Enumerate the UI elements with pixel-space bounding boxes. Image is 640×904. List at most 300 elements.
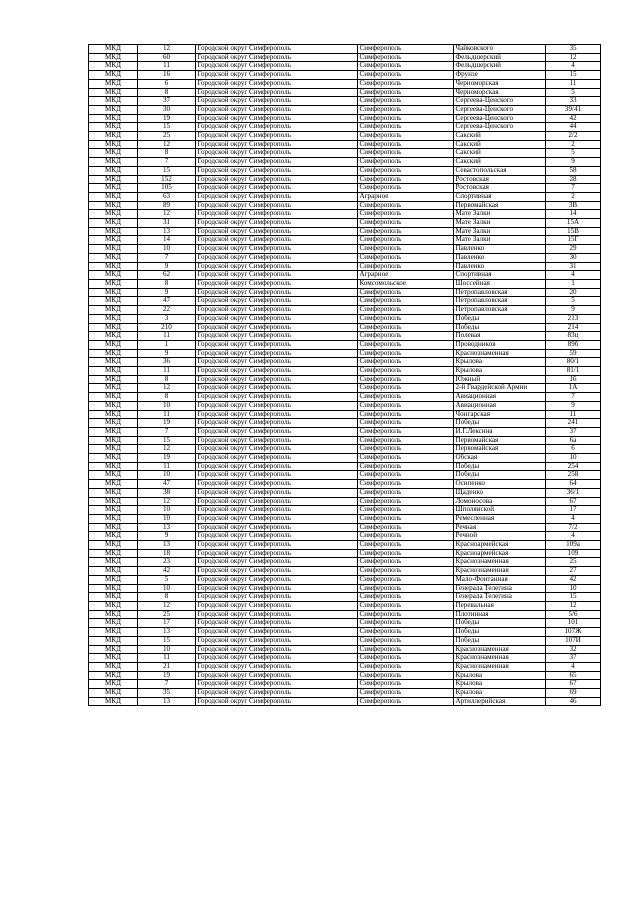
table-row xyxy=(89,314,601,323)
table-row xyxy=(89,149,601,158)
table-row xyxy=(89,332,601,341)
settlement-cell: Симферополь xyxy=(358,114,454,123)
count-cell: 13 xyxy=(138,523,196,532)
house-number-cell: 17 xyxy=(546,506,601,515)
count-cell: 15 xyxy=(138,636,196,645)
district-cell: Городской округ Симферополь xyxy=(196,462,358,471)
table-row xyxy=(89,323,601,332)
count-cell: 60 xyxy=(138,53,196,62)
district-cell: Городской округ Симферополь xyxy=(196,279,358,288)
type-cell: МКД xyxy=(89,253,138,262)
type-cell: МКД xyxy=(89,401,138,410)
count-cell: 12 xyxy=(138,384,196,393)
settlement-cell: Аграрное xyxy=(358,271,454,280)
count-cell: 15 xyxy=(138,123,196,132)
street-cell: Авиационная xyxy=(454,401,546,410)
house-number-cell: 15 xyxy=(546,593,601,602)
settlement-cell: Симферополь xyxy=(358,410,454,419)
type-cell: МКД xyxy=(89,297,138,306)
type-cell: МКД xyxy=(89,671,138,680)
count-cell: 11 xyxy=(138,367,196,376)
count-cell: 7 xyxy=(138,680,196,689)
type-cell: МКД xyxy=(89,71,138,80)
street-cell: Победы xyxy=(454,628,546,637)
table-row xyxy=(89,132,601,141)
settlement-cell: Симферополь xyxy=(358,227,454,236)
type-cell: МКД xyxy=(89,53,138,62)
house-number-cell: 16 xyxy=(546,375,601,384)
type-cell: МКД xyxy=(89,375,138,384)
settlement-cell: Симферополь xyxy=(358,602,454,611)
house-number-cell: 15В xyxy=(546,227,601,236)
settlement-cell: Симферополь xyxy=(358,45,454,54)
count-cell: 10 xyxy=(138,645,196,654)
house-number-cell: 81/1 xyxy=(546,367,601,376)
settlement-cell: Симферополь xyxy=(358,593,454,602)
type-cell: МКД xyxy=(89,158,138,167)
street-cell: Краснознаменная xyxy=(454,654,546,663)
table-row xyxy=(89,636,601,645)
district-cell: Городской округ Симферополь xyxy=(196,619,358,628)
type-cell: МКД xyxy=(89,602,138,611)
house-number-cell: 35 xyxy=(546,45,601,54)
housing-table xyxy=(88,44,601,706)
district-cell: Городской округ Симферополь xyxy=(196,53,358,62)
settlement-cell: Симферополь xyxy=(358,427,454,436)
table-row xyxy=(89,506,601,515)
count-cell: 8 xyxy=(138,279,196,288)
street-cell: И.Г.Лексина xyxy=(454,427,546,436)
table-row xyxy=(89,514,601,523)
table-row xyxy=(89,45,601,54)
type-cell: МКД xyxy=(89,689,138,698)
street-cell: Авиационная xyxy=(454,393,546,402)
count-cell: 31 xyxy=(138,219,196,228)
house-number-cell: 11 xyxy=(546,410,601,419)
district-cell: Городской округ Симферополь xyxy=(196,602,358,611)
district-cell: Городской округ Симферополь xyxy=(196,71,358,80)
district-cell: Городской округ Симферополь xyxy=(196,201,358,210)
table-row xyxy=(89,62,601,71)
district-cell: Городской округ Симферополь xyxy=(196,340,358,349)
house-number-cell: 25 xyxy=(546,558,601,567)
district-cell: Городской округ Симферополь xyxy=(196,358,358,367)
table-row xyxy=(89,541,601,550)
type-cell: МКД xyxy=(89,619,138,628)
settlement-cell: Симферополь xyxy=(358,619,454,628)
type-cell: МКД xyxy=(89,541,138,550)
table-row xyxy=(89,619,601,628)
street-cell: 2-й Гвардейской Армии xyxy=(454,384,546,393)
count-cell: 25 xyxy=(138,610,196,619)
count-cell: 12 xyxy=(138,445,196,454)
house-number-cell: 7 xyxy=(546,393,601,402)
house-number-cell: 7 xyxy=(546,184,601,193)
count-cell: 16 xyxy=(138,71,196,80)
type-cell: МКД xyxy=(89,271,138,280)
table-row xyxy=(89,427,601,436)
street-cell: Павленко xyxy=(454,245,546,254)
district-cell: Городской округ Симферополь xyxy=(196,471,358,480)
settlement-cell: Симферополь xyxy=(358,549,454,558)
street-cell: Генерала Телегина xyxy=(454,593,546,602)
settlement-cell: Симферополь xyxy=(358,236,454,245)
district-cell: Городской округ Симферополь xyxy=(196,375,358,384)
settlement-cell: Симферополь xyxy=(358,210,454,219)
district-cell: Городской округ Симферополь xyxy=(196,662,358,671)
settlement-cell: Симферополь xyxy=(358,497,454,506)
house-number-cell: 107И xyxy=(546,636,601,645)
street-cell: Сергеева-Ценского xyxy=(454,105,546,114)
district-cell: Городской округ Симферополь xyxy=(196,410,358,419)
district-cell: Городской округ Симферополь xyxy=(196,427,358,436)
house-number-cell: 67 xyxy=(546,680,601,689)
street-cell: Крылова xyxy=(454,367,546,376)
house-number-cell: 11 xyxy=(546,79,601,88)
table-row xyxy=(89,166,601,175)
house-number-cell: 12 xyxy=(546,53,601,62)
count-cell: 10 xyxy=(138,471,196,480)
type-cell: МКД xyxy=(89,306,138,315)
table-row xyxy=(89,79,601,88)
settlement-cell: Симферополь xyxy=(358,340,454,349)
district-cell: Городской округ Симферополь xyxy=(196,88,358,97)
table-row xyxy=(89,662,601,671)
settlement-cell: Симферополь xyxy=(358,253,454,262)
house-number-cell: 1А xyxy=(546,384,601,393)
table-row xyxy=(89,549,601,558)
table-row xyxy=(89,454,601,463)
district-cell: Городской округ Симферополь xyxy=(196,149,358,158)
count-cell: 21 xyxy=(138,662,196,671)
settlement-cell: Симферополь xyxy=(358,123,454,132)
settlement-cell: Симферополь xyxy=(358,393,454,402)
district-cell: Городской округ Симферополь xyxy=(196,184,358,193)
house-number-cell: 5 xyxy=(546,149,601,158)
street-cell: Черноморская xyxy=(454,88,546,97)
street-cell: Ломоносова xyxy=(454,497,546,506)
district-cell: Городской округ Симферополь xyxy=(196,105,358,114)
house-number-cell: 10 xyxy=(546,584,601,593)
table-row xyxy=(89,567,601,576)
house-number-cell: 39/41 xyxy=(546,105,601,114)
type-cell: МКД xyxy=(89,62,138,71)
count-cell: 63 xyxy=(138,192,196,201)
table-row xyxy=(89,88,601,97)
house-number-cell: 58 xyxy=(546,166,601,175)
type-cell: МКД xyxy=(89,367,138,376)
table-body xyxy=(89,45,601,706)
street-cell: Плотинная xyxy=(454,610,546,619)
count-cell: 8 xyxy=(138,375,196,384)
table-row xyxy=(89,393,601,402)
district-cell: Городской округ Симферополь xyxy=(196,480,358,489)
table-row xyxy=(89,575,601,584)
count-cell: 19 xyxy=(138,114,196,123)
type-cell: МКД xyxy=(89,201,138,210)
count-cell: 8 xyxy=(138,593,196,602)
count-cell: 12 xyxy=(138,497,196,506)
settlement-cell: Симферополь xyxy=(358,297,454,306)
table-row xyxy=(89,175,601,184)
district-cell: Городской округ Симферополь xyxy=(196,306,358,315)
district-cell: Городской округ Симферополь xyxy=(196,132,358,141)
settlement-cell: Симферополь xyxy=(358,680,454,689)
type-cell: МКД xyxy=(89,593,138,602)
table-row xyxy=(89,358,601,367)
district-cell: Городской округ Симферополь xyxy=(196,349,358,358)
house-number-cell: 4 xyxy=(546,532,601,541)
street-cell: Петропавловская xyxy=(454,297,546,306)
house-number-cell: 32 xyxy=(546,645,601,654)
house-number-cell: 59 xyxy=(546,349,601,358)
street-cell: Артиллерийская xyxy=(454,697,546,706)
settlement-cell: Симферополь xyxy=(358,306,454,315)
settlement-cell: Симферополь xyxy=(358,262,454,271)
type-cell: МКД xyxy=(89,697,138,706)
district-cell: Городской округ Симферополь xyxy=(196,401,358,410)
table-row xyxy=(89,349,601,358)
type-cell: МКД xyxy=(89,123,138,132)
count-cell: 22 xyxy=(138,306,196,315)
count-cell: 11 xyxy=(138,332,196,341)
street-cell: Краснознаменная xyxy=(454,558,546,567)
table-row xyxy=(89,384,601,393)
type-cell: МКД xyxy=(89,288,138,297)
settlement-cell: Симферополь xyxy=(358,88,454,97)
type-cell: МКД xyxy=(89,549,138,558)
table-row xyxy=(89,471,601,480)
type-cell: МКД xyxy=(89,575,138,584)
street-cell: Шполянской xyxy=(454,506,546,515)
table-row xyxy=(89,201,601,210)
settlement-cell: Симферополь xyxy=(358,636,454,645)
count-cell: 14 xyxy=(138,236,196,245)
street-cell: Краснознаменная xyxy=(454,349,546,358)
house-number-cell: 4 xyxy=(546,62,601,71)
count-cell: 3 xyxy=(138,314,196,323)
type-cell: МКД xyxy=(89,175,138,184)
type-cell: МКД xyxy=(89,132,138,141)
district-cell: Городской округ Симферополь xyxy=(196,689,358,698)
district-cell: Городской округ Симферополь xyxy=(196,97,358,106)
district-cell: Городской округ Симферополь xyxy=(196,192,358,201)
table-row xyxy=(89,262,601,271)
street-cell: Первомайская xyxy=(454,445,546,454)
street-cell: Спортивная xyxy=(454,192,546,201)
street-cell: Севастопольская xyxy=(454,166,546,175)
count-cell: 9 xyxy=(138,532,196,541)
type-cell: МКД xyxy=(89,384,138,393)
table-row xyxy=(89,236,601,245)
house-number-cell: 4 xyxy=(546,514,601,523)
house-number-cell: 258 xyxy=(546,471,601,480)
type-cell: МКД xyxy=(89,436,138,445)
street-cell: Фрунзе xyxy=(454,71,546,80)
count-cell: 210 xyxy=(138,323,196,332)
count-cell: 5 xyxy=(138,575,196,584)
table-row xyxy=(89,375,601,384)
street-cell: Краснознаменная xyxy=(454,567,546,576)
street-cell: Ростовская xyxy=(454,184,546,193)
district-cell: Городской округ Симферополь xyxy=(196,166,358,175)
table-row xyxy=(89,219,601,228)
house-number-cell: 89б xyxy=(546,340,601,349)
street-cell: Речной xyxy=(454,532,546,541)
house-number-cell: 31 xyxy=(546,262,601,271)
house-number-cell: 109а xyxy=(546,541,601,550)
table-row xyxy=(89,488,601,497)
settlement-cell: Симферополь xyxy=(358,471,454,480)
district-cell: Городской округ Симферополь xyxy=(196,384,358,393)
settlement-cell: Симферополь xyxy=(358,558,454,567)
street-cell: Павленко xyxy=(454,262,546,271)
street-cell: Черноморская xyxy=(454,79,546,88)
house-number-cell: 67 xyxy=(546,497,601,506)
house-number-cell: 27 xyxy=(546,567,601,576)
count-cell: 35 xyxy=(138,689,196,698)
district-cell: Городской округ Симферополь xyxy=(196,245,358,254)
house-number-cell: 83ц xyxy=(546,332,601,341)
count-cell: 10 xyxy=(138,401,196,410)
count-cell: 30 xyxy=(138,105,196,114)
type-cell: МКД xyxy=(89,662,138,671)
table-row xyxy=(89,645,601,654)
house-number-cell: 2 xyxy=(546,192,601,201)
count-cell: 7 xyxy=(138,427,196,436)
type-cell: МКД xyxy=(89,497,138,506)
settlement-cell: Симферополь xyxy=(358,532,454,541)
type-cell: МКД xyxy=(89,636,138,645)
house-number-cell: 37 xyxy=(546,654,601,663)
street-cell: Красноармейская xyxy=(454,549,546,558)
street-cell: Победы xyxy=(454,323,546,332)
street-cell: Фельдшерский xyxy=(454,53,546,62)
count-cell: 10 xyxy=(138,506,196,515)
district-cell: Городской округ Симферополь xyxy=(196,158,358,167)
count-cell: 18 xyxy=(138,549,196,558)
count-cell: 11 xyxy=(138,462,196,471)
settlement-cell: Симферополь xyxy=(358,610,454,619)
settlement-cell: Симферополь xyxy=(358,358,454,367)
count-cell: 19 xyxy=(138,454,196,463)
street-cell: Победы xyxy=(454,314,546,323)
district-cell: Городской округ Симферополь xyxy=(196,219,358,228)
type-cell: МКД xyxy=(89,79,138,88)
street-cell: Шоссейная xyxy=(454,279,546,288)
district-cell: Городской округ Симферополь xyxy=(196,323,358,332)
street-cell: Крылова xyxy=(454,680,546,689)
type-cell: МКД xyxy=(89,219,138,228)
house-number-cell: 1 xyxy=(546,279,601,288)
table-row xyxy=(89,462,601,471)
street-cell: Сакский xyxy=(454,158,546,167)
count-cell: 105 xyxy=(138,184,196,193)
house-number-cell: 10 xyxy=(546,454,601,463)
street-cell: Сакский xyxy=(454,149,546,158)
district-cell: Городской округ Симферополь xyxy=(196,445,358,454)
table-row xyxy=(89,288,601,297)
count-cell: 23 xyxy=(138,558,196,567)
house-number-cell: 3В xyxy=(546,201,601,210)
type-cell: МКД xyxy=(89,514,138,523)
type-cell: МКД xyxy=(89,628,138,637)
street-cell: Генерала Телегина xyxy=(454,584,546,593)
settlement-cell: Симферополь xyxy=(358,541,454,550)
type-cell: МКД xyxy=(89,332,138,341)
house-number-cell: 6 xyxy=(546,445,601,454)
settlement-cell: Симферополь xyxy=(358,149,454,158)
count-cell: 17 xyxy=(138,619,196,628)
settlement-cell: Комсомольское xyxy=(358,279,454,288)
count-cell: 12 xyxy=(138,210,196,219)
house-number-cell: 46 xyxy=(546,697,601,706)
house-number-cell: 9 xyxy=(546,158,601,167)
settlement-cell: Симферополь xyxy=(358,662,454,671)
count-cell: 9 xyxy=(138,288,196,297)
settlement-cell: Симферополь xyxy=(358,654,454,663)
count-cell: 62 xyxy=(138,271,196,280)
table-row xyxy=(89,654,601,663)
settlement-cell: Симферополь xyxy=(358,584,454,593)
table-row xyxy=(89,158,601,167)
district-cell: Городской округ Симферополь xyxy=(196,393,358,402)
district-cell: Городской округ Симферополь xyxy=(196,488,358,497)
street-cell: Сергеева-Ценского xyxy=(454,114,546,123)
district-cell: Городской округ Симферополь xyxy=(196,523,358,532)
settlement-cell: Симферополь xyxy=(358,288,454,297)
district-cell: Городской округ Симферополь xyxy=(196,549,358,558)
table-row xyxy=(89,271,601,280)
type-cell: МКД xyxy=(89,349,138,358)
house-number-cell: 254 xyxy=(546,462,601,471)
type-cell: МКД xyxy=(89,480,138,489)
street-cell: Павленко xyxy=(454,253,546,262)
house-number-cell: 9 xyxy=(546,401,601,410)
house-number-cell: 5/6 xyxy=(546,610,601,619)
district-cell: Городской округ Симферополь xyxy=(196,79,358,88)
type-cell: МКД xyxy=(89,532,138,541)
street-cell: Первомайская xyxy=(454,201,546,210)
street-cell: Чонгарская xyxy=(454,410,546,419)
count-cell: 10 xyxy=(138,584,196,593)
house-number-cell: 29 xyxy=(546,245,601,254)
settlement-cell: Симферополь xyxy=(358,375,454,384)
type-cell: МКД xyxy=(89,184,138,193)
type-cell: МКД xyxy=(89,567,138,576)
count-cell: 15 xyxy=(138,166,196,175)
count-cell: 47 xyxy=(138,297,196,306)
table-row xyxy=(89,340,601,349)
district-cell: Городской округ Симферополь xyxy=(196,271,358,280)
count-cell: 13 xyxy=(138,697,196,706)
house-number-cell: 64 xyxy=(546,480,601,489)
table-row xyxy=(89,593,601,602)
settlement-cell: Симферополь xyxy=(358,567,454,576)
house-number-cell: 7/2 xyxy=(546,523,601,532)
table-row xyxy=(89,697,601,706)
type-cell: МКД xyxy=(89,523,138,532)
type-cell: МКД xyxy=(89,462,138,471)
table-row xyxy=(89,123,601,132)
table-row xyxy=(89,410,601,419)
district-cell: Городской округ Симферополь xyxy=(196,367,358,376)
house-number-cell: 12 xyxy=(546,602,601,611)
table-row xyxy=(89,71,601,80)
table-row xyxy=(89,680,601,689)
street-cell: Чайковского xyxy=(454,45,546,54)
street-cell: Южный xyxy=(454,375,546,384)
